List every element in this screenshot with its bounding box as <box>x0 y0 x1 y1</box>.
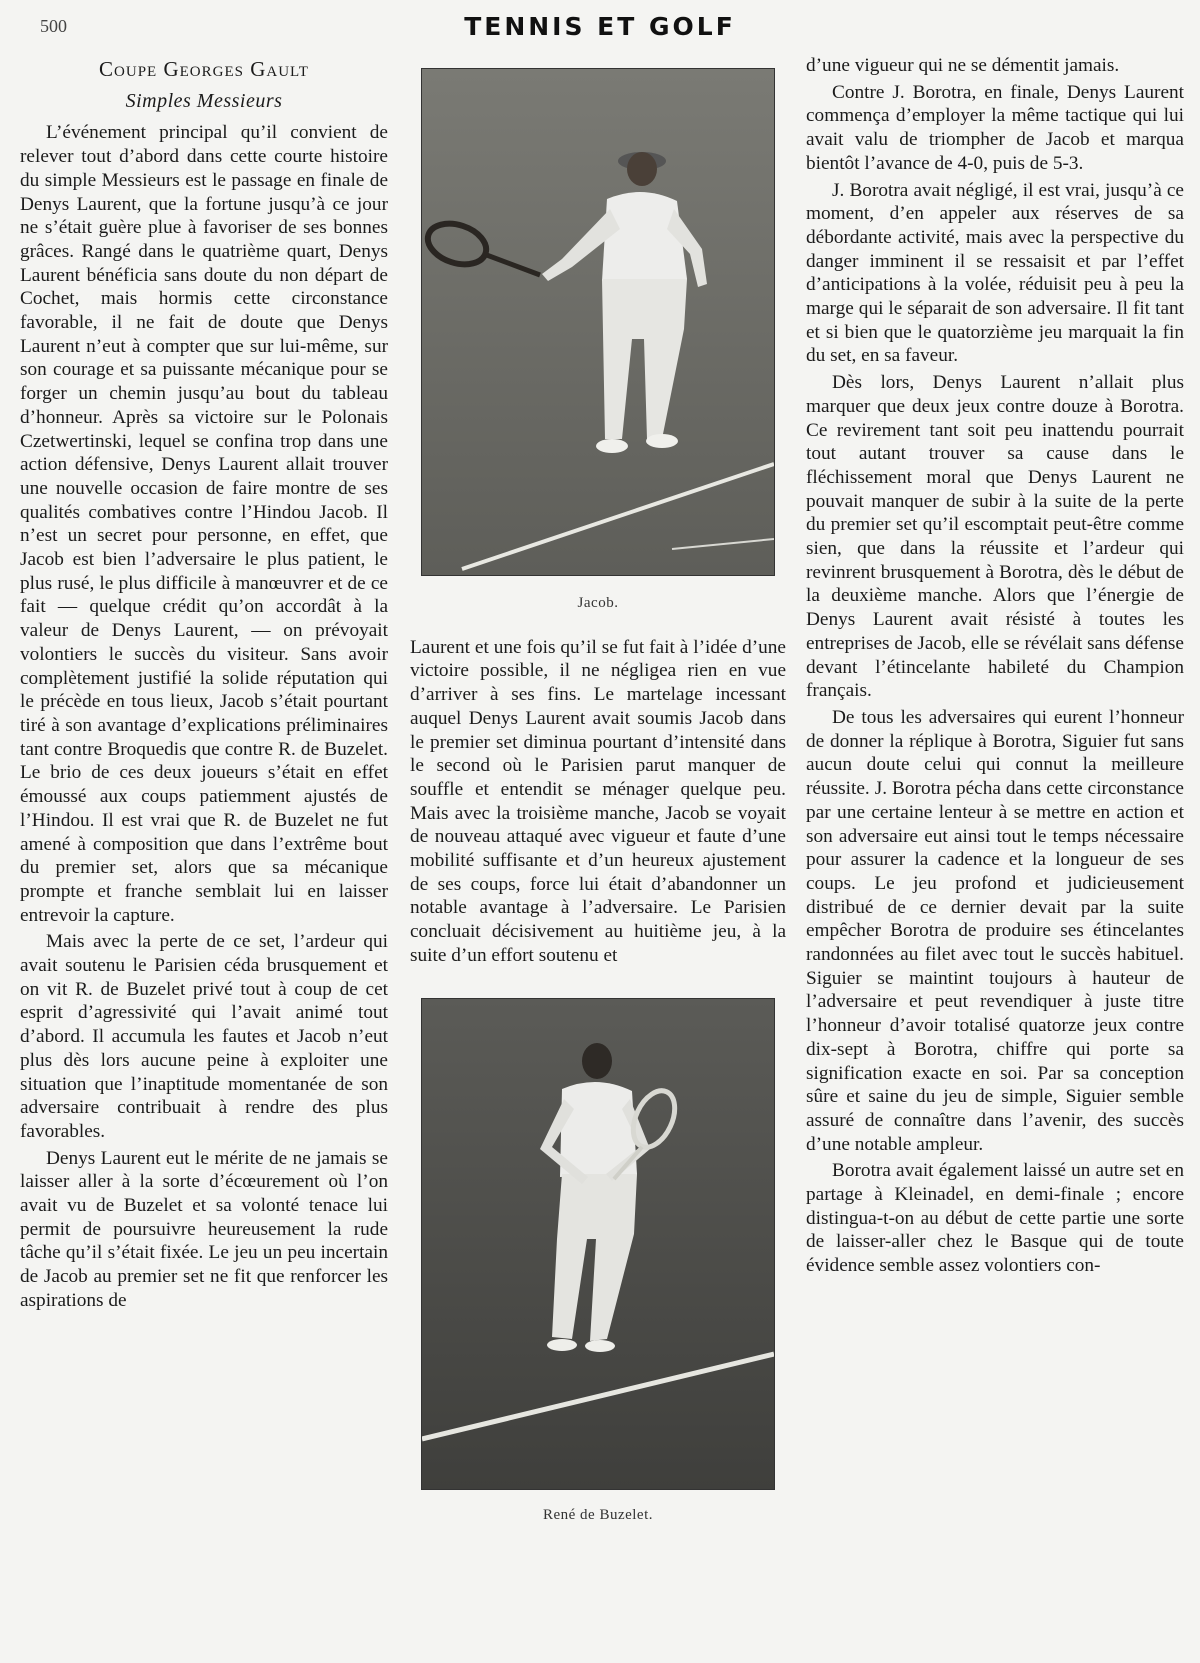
photo-jacob-block <box>410 68 786 616</box>
paragraph: J. Borotra avait négligé, il est vrai, jusqu’à ce moment, d’en appeler aux réserves de sa débordante activité, mais avec la perspective du danger imminent il se ressaisit et par l’effet d’anticipations à la volée, réduisit peu à peu la marge qui le séparait de son adversaire. Il fit tant et si bien que le quatorzième jeu marquait la fin du set, en sa faveur. <box>806 179 1184 367</box>
paragraph: Dès lors, Denys Laurent n’allait plus marquer que deux jeux contre douze à Borotra. Ce revirement tant soit peu inattendu pourrait tout autant trouver sa cause dans le fléchissement moral que Denys Laurent ne pouvait manquer de subir à la suite de la perte du premier set qu’il escomptait peut-être comme sien, que dans la réussite et l’ardeur qui revinrent brusquement à Borotra, dès le début de la deuxième manche. Alors que l’énergie de Denys Laurent avait résisté à toutes les entreprises de Jacob, elle se révélait sans défense devant l’étincelante habileté du Champion français. <box>806 372 1184 702</box>
article-column-3 <box>806 54 1184 1655</box>
tennis-player-photo-icon <box>422 69 774 575</box>
photo-caption-buzelet: René de Buzelet. <box>542 1506 654 1523</box>
photo-buzelet-block <box>410 998 786 1528</box>
paragraph: De tous les adversaires qui eurent l’honneur de donner la réplique à Borotra, Siguier fut sans aucun doute celui qui connut la meilleure réussite. J. Borotra pécha dans cette circonstance par une certaine lenteur à se mettre en action et son adversaire eut ainsi tout le temps nécessaire pour assurer la cadence et la longueur de ses coups. Le jeu profond et judicieusement distribué de ce dernier devait par la suite empêcher Borotra de produire ses étincelantes randonnées au filet avec tout le succès habituel. Siguier se maintint toujours à hauteur de l’adversaire et peut revendiquer à juste titre l’honneur d’avoir totalisé quatorze jeux contre dix-sept à Borotra, chiffre qui porte sa signification exacte en soi. Par sa conception sûre et saine du jeu de simple, Siguier semble assuré de connaître dans l’avenir, des succès d’une notable ampleur. <box>806 706 1184 1155</box>
section-subtitle: Simples Messieurs <box>125 89 283 112</box>
paragraph: d’une vigueur qui ne se démentit jamais. <box>806 55 1120 76</box>
photo-jacob <box>421 68 775 576</box>
photo-caption-jacob: Jacob. <box>577 595 619 611</box>
section-title: Coupe Georges Gault <box>99 57 309 81</box>
paragraph: Mais avec la perte de ce set, l’ardeur qui avait soutenu le Parisien céda brusquement et on vit R. de Buzelet privé tout à coup de cet esprit d’agressivité qui l’avait animé tout d’abord. Il accumula les fautes et Jacob n’eut plus dès lors aucune peine à exploiter une situation que l’inaptitude momentanée de son adversaire contribuait à rendre des plus favorables. <box>20 931 388 1142</box>
paragraph: Borotra avait également laissé un autre set en partage à Kleinadel, en demi-finale ; encore distingua-t-on au début de cette partie une sorte de laisser-aller chez le Basque qui de toute évidence semble assez volontiers con- <box>806 1160 1184 1277</box>
article-column-2 <box>410 54 786 1655</box>
paragraph: Denys Laurent eut le mérite de ne jamais se laisser aller à la sorte d’écœurement où l’on avait vu de Buzelet et sa volonté tenace lui permit de poursuivre heureusement la rude tâche qu’il s’était fixée. Le jeu un peu incertain de Jacob au premier set ne fit que renforcer les aspirations de <box>20 1147 388 1311</box>
paragraph: Contre J. Borotra, en finale, Denys Laurent commença d’employer la même tactique qui lui avait valu de triompher de Jacob et marqua bientôt l’avance de 4-0, puis de 5-3. <box>806 81 1184 174</box>
page-number: 500 <box>40 16 67 36</box>
photo-buzelet <box>421 998 775 1490</box>
article-column-1 <box>20 54 388 1655</box>
paragraph: L’événement principal qu’il convient de relever tout d’abord dans cette courte histoire du simple Messieurs est le passage en finale de Denys Laurent, que la fortune jusqu’à ce jour ne s’était guère plue à favoriser de ses bonnes grâces. Rangé dans le quatrième quart, Denys Laurent bénéficia sans doute du non départ de Cochet, mais hormis cette circonstance favorable, il ne fait de doute que Denys Laurent n’eut à compter que sur lui-même, sur son courage et sa puissante mécanique pour se forger un chemin jusqu’au bout du tableau d’honneur. Après sa victoire sur le Polonais Czetwertinski, lequel se confina trop dans une action défensive, Denys Laurent allait trouver une nouvelle occasion de faire montre de ses qualités combatives contre l’Hindou Jacob. Il n’est un secret pour personne, en effet, que Jacob est bien l’adversaire le plus patient, le plus rusé, le plus difficile à manœuvrer et de ce fait — quelque crédit qu’on accordât à la valeur de Denys Laurent, — on prévoyait volontiers le succès du visiteur. Sans avoir complètement justifié la solide réputation qui le précède en tous lieux, Jacob s’était pourtant tiré à son avantage d’explications préliminaires tant contre Broquedis que contre R. de Buzelet. Le brio de ces deux joueurs s’était en effet émoussé aux coups patiemment ajustés de l’Hindou. Il est vrai que R. de Buzelet ne fut amené à composition que dans l’extrême bout du premier set, alors que sa mécanique prompte et franche semblait lui en laisser entrevoir la capture. <box>20 122 388 926</box>
magazine-title: TENNIS ET GOLF <box>464 12 736 41</box>
paragraph: Laurent et une fois qu’il se fut fait à l’idée d’une victoire possible, il ne négligea rien en vue d’arriver à ses fins. Le martelage incessant auquel Denys Laurent avait soumis Jacob dans le premier set diminua pourtant d’intensité dans le second où le Parisien parut manquer de souffle et entendit se ménager quelque peu. Mais avec la troisième manche, Jacob se voyait de nouveau attaqué avec vigueur et faute d’une mobilité suffisante et d’un heureux ajustement de ses coups, force lui était d’abandonner un notable avantage à l’adversaire. Le Parisien concluait décisivement au huitième jeu, à la suite d’un effort soutenu et <box>410 636 786 966</box>
tennis-player-photo-icon <box>422 999 774 1489</box>
